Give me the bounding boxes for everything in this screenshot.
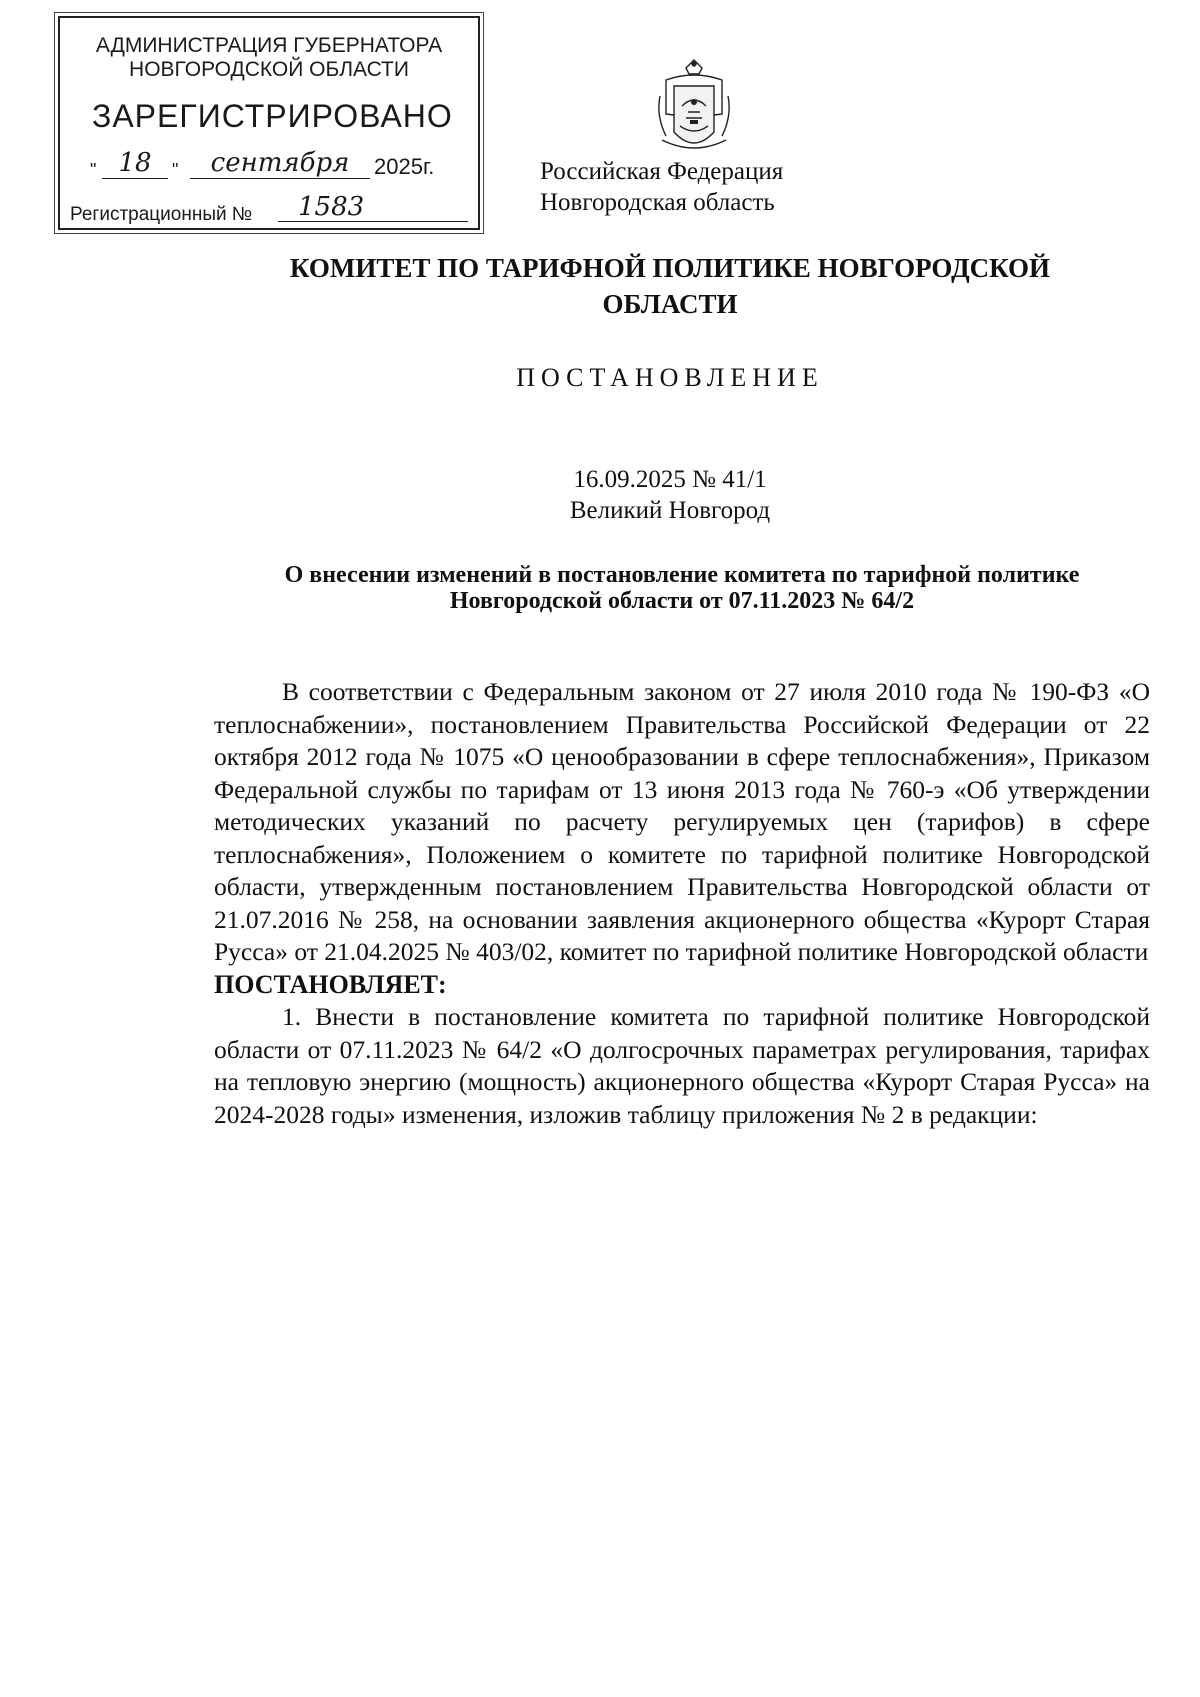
stamp-org-line1: АДМИНИСТРАЦИЯ ГУБЕРНАТОРА (95, 34, 443, 57)
document-body (214, 676, 1150, 1131)
resolve-heading: ПОСТАНОВЛЯЕТ: (214, 969, 447, 999)
stamp-month: сентября (190, 148, 370, 179)
region-name: Новгородская область (540, 189, 775, 216)
country-name: Российская Федерация (540, 158, 784, 185)
stamp-quote-open: " (90, 160, 97, 180)
document-subject: О внесении изменений в постановление комитета по тарифной политике Новгородской области от 07.11.2023 № 64/2 (284, 562, 1080, 614)
decree-number-block (240, 464, 1100, 526)
committee-title: КОМИТЕТ ПО ТАРИФНОЙ ПОЛИТИКЕ НОВГОРОДСКОЙ ОБЛАСТИ (289, 253, 1051, 319)
document-type: ПОСТАНОВЛЕНИЕ (516, 363, 824, 392)
country-block (540, 156, 783, 218)
stamp-quote-close: " (172, 160, 179, 180)
stamp-day: 18 (102, 148, 168, 179)
coat-of-arms-icon (652, 56, 736, 156)
stamp-org-line2: НОВГОРОДСКОЙ ОБЛАСТИ (129, 58, 409, 81)
stamp-year: 2025г. (374, 154, 435, 179)
decree-city: Великий Новгород (569, 497, 771, 524)
stamp-date-line (90, 148, 460, 188)
decree-date-number: 16.09.2025 № 41/1 (573, 466, 767, 493)
stamp-reg-label: Регистрационный № (70, 204, 253, 225)
stamp-registered: ЗАРЕГИСТРИРОВАНО (92, 98, 453, 134)
stamp-reg-number: 1583 (278, 192, 468, 222)
preamble-paragraph: В соответствии с Федеральным законом от 27 июля 2010 года № 190-ФЗ «О теплоснабжении», постановлением Правительства Российской Федерации от 22 октября 2012 года № 1075 «О ценообразовании в сфере теплоснабжения», Приказом Федеральной службы по тарифам от 13 июня 2013 года № 760-э «Об утверждении методических указаний по расчету регулируемых цен (тарифов) в сфере теплоснабжения», Положением о комитете по тарифной политике Новгородской области, утвержденным постановлением Правительства Новгородской области от 21.07.2016 № 258, на основании заявления акционерного общества «Курорт Старая Русса» от 21.04.2025 № 403/02, комитет по тарифной политике Новгородской области (214, 677, 1150, 966)
item-1-paragraph: 1. Внести в постановление комитета по тарифной политике Новгородской области от 07.11.2023 № 64/2 «О долгосрочных параметрах регулирования, тарифах на тепловую энергию (мощность) акционерного общества «Курорт Старая Русса» на 2024-2028 годы» изменения, изложив таблицу приложения № 2 в редакции: (214, 1002, 1150, 1129)
registration-stamp (58, 16, 480, 230)
